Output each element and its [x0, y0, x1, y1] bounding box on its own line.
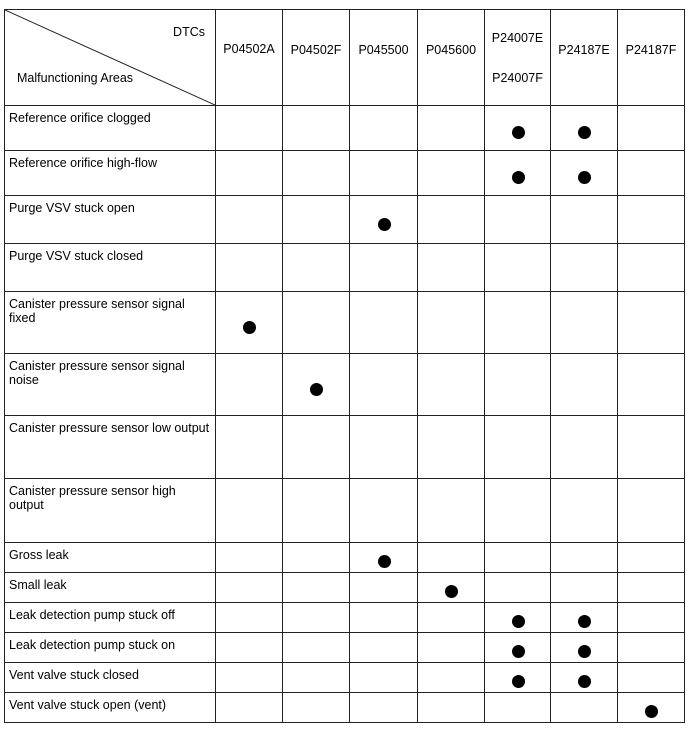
matrix-cell	[418, 602, 485, 632]
matrix-cell	[551, 416, 618, 478]
dtc-matrix-table	[4, 9, 685, 723]
matrix-cell	[350, 572, 418, 602]
dtc-code-label: P24007F	[492, 70, 543, 85]
matrix-cell	[418, 196, 485, 244]
malfunctioning-areas-label: Malfunctioning Areas	[17, 71, 134, 85]
matrix-cell	[618, 196, 685, 244]
matrix-cell	[418, 662, 485, 692]
matrix-cell	[618, 292, 685, 354]
matrix-cell	[485, 106, 551, 151]
table-row	[5, 151, 685, 196]
matrix-cell	[350, 292, 418, 354]
matrix-cell	[350, 416, 418, 478]
malfunction-area-label: Reference orifice clogged	[9, 111, 151, 125]
matrix-cell	[283, 692, 350, 722]
table-row	[5, 632, 685, 662]
matrix-cell	[350, 632, 418, 662]
malfunction-area-label: Purge VSV stuck open	[9, 201, 135, 216]
table-row	[5, 244, 685, 292]
matrix-cell	[350, 244, 418, 292]
matrix-cell	[418, 542, 485, 572]
matrix-cell	[216, 692, 283, 722]
table-row	[5, 602, 685, 632]
applicable-dot-icon	[645, 705, 658, 718]
matrix-cell	[283, 354, 350, 416]
matrix-cell	[618, 602, 685, 632]
matrix-cell	[618, 662, 685, 692]
matrix-cell	[418, 692, 485, 722]
dtc-code-label: P045600	[425, 42, 477, 57]
matrix-cell	[618, 416, 685, 478]
matrix-cell	[551, 572, 618, 602]
matrix-cell	[350, 354, 418, 416]
dtc-code-label: P24187E	[558, 42, 610, 57]
malfunction-area-cell	[5, 692, 216, 722]
matrix-cell	[485, 416, 551, 478]
matrix-cell	[551, 354, 618, 416]
table-row	[5, 354, 685, 416]
matrix-cell	[350, 106, 418, 151]
matrix-cell	[618, 106, 685, 151]
dtc-code-header	[485, 10, 551, 106]
matrix-cell	[485, 151, 551, 196]
matrix-cell	[485, 196, 551, 244]
matrix-cell	[551, 542, 618, 572]
matrix-cell	[618, 151, 685, 196]
header-row	[5, 10, 685, 106]
matrix-cell	[618, 572, 685, 602]
applicable-dot-icon	[512, 645, 525, 658]
applicable-dot-icon	[310, 383, 323, 396]
applicable-dot-icon	[512, 615, 525, 628]
matrix-cell	[418, 478, 485, 542]
matrix-cell	[283, 632, 350, 662]
malfunction-area-cell	[5, 602, 216, 632]
matrix-cell	[418, 416, 485, 478]
matrix-cell	[216, 416, 283, 478]
malfunction-area-label: Reference orifice high-flow	[9, 156, 157, 171]
matrix-cell	[216, 572, 283, 602]
matrix-cell	[283, 416, 350, 478]
matrix-cell	[551, 632, 618, 662]
dtc-code-header	[418, 10, 485, 106]
matrix-cell	[551, 196, 618, 244]
applicable-dot-icon	[512, 675, 525, 688]
dtcs-label: DTCs	[173, 25, 205, 39]
matrix-cell	[418, 292, 485, 354]
matrix-cell	[350, 151, 418, 196]
matrix-cell	[418, 244, 485, 292]
table-row	[5, 196, 685, 244]
malfunction-area-label: Leak detection pump stuck on	[9, 637, 176, 652]
dtc-code-label: P24007E	[491, 30, 544, 45]
malfunction-area-cell	[5, 354, 216, 416]
matrix-cell	[485, 354, 551, 416]
malfunction-area-label: Gross leak	[9, 547, 69, 562]
matrix-cell	[485, 542, 551, 572]
dtc-code-header	[618, 10, 685, 106]
dtc-code-header	[216, 10, 283, 106]
applicable-dot-icon	[243, 321, 256, 334]
malfunction-area-cell	[5, 478, 216, 542]
corner-header-cell	[5, 10, 216, 106]
matrix-cell	[551, 662, 618, 692]
matrix-cell	[216, 292, 283, 354]
matrix-cell	[283, 542, 350, 572]
matrix-cell	[418, 354, 485, 416]
matrix-cell	[216, 354, 283, 416]
matrix-cell	[618, 692, 685, 722]
malfunction-area-cell	[5, 196, 216, 244]
matrix-cell	[618, 542, 685, 572]
matrix-cell	[618, 632, 685, 662]
dtc-code-header	[283, 10, 350, 106]
table-row	[5, 106, 685, 151]
matrix-cell	[551, 106, 618, 151]
matrix-cell	[350, 602, 418, 632]
malfunction-area-label: Canister pressure sensor signal fixed	[9, 297, 185, 326]
matrix-cell	[350, 196, 418, 244]
malfunction-area-cell	[5, 632, 216, 662]
matrix-cell	[283, 196, 350, 244]
matrix-cell	[216, 662, 283, 692]
applicable-dot-icon	[578, 126, 591, 139]
applicable-dot-icon	[578, 645, 591, 658]
matrix-cell	[216, 602, 283, 632]
applicable-dot-icon	[445, 585, 458, 598]
matrix-cell	[418, 106, 485, 151]
matrix-cell	[216, 151, 283, 196]
table-row	[5, 542, 685, 572]
matrix-cell	[485, 632, 551, 662]
matrix-cell	[551, 602, 618, 632]
matrix-cell	[283, 572, 350, 602]
matrix-cell	[551, 244, 618, 292]
applicable-dot-icon	[578, 171, 591, 184]
matrix-cell	[485, 292, 551, 354]
malfunction-area-cell	[5, 106, 216, 151]
dtc-code-label: P24187F	[625, 42, 677, 57]
malfunction-area-cell	[5, 151, 216, 196]
matrix-cell	[283, 151, 350, 196]
matrix-cell	[551, 151, 618, 196]
table-row	[5, 292, 685, 354]
applicable-dot-icon	[378, 218, 391, 231]
table-row	[5, 416, 685, 478]
malfunction-area-label: Vent valve stuck closed	[9, 667, 139, 682]
matrix-cell	[283, 478, 350, 542]
table-row	[5, 662, 685, 692]
malfunction-area-label: Small leak	[9, 577, 67, 592]
malfunction-area-cell	[5, 542, 216, 572]
matrix-cell	[551, 478, 618, 542]
matrix-cell	[350, 542, 418, 572]
malfunction-area-label: Vent valve stuck open (vent)	[9, 697, 167, 712]
matrix-cell	[283, 106, 350, 151]
matrix-cell	[618, 478, 685, 542]
matrix-cell	[216, 196, 283, 244]
malfunction-area-cell	[5, 416, 216, 478]
matrix-cell	[485, 478, 551, 542]
dtc-code-label: P045500	[358, 42, 409, 57]
malfunction-area-label: Leak detection pump stuck off	[9, 607, 175, 622]
matrix-cell	[216, 478, 283, 542]
table-row	[5, 692, 685, 722]
matrix-cell	[485, 692, 551, 722]
dtc-code-header	[551, 10, 618, 106]
applicable-dot-icon	[512, 126, 525, 139]
malfunction-area-label: Canister pressure sensor high output	[9, 483, 176, 512]
matrix-cell	[216, 542, 283, 572]
matrix-cell	[283, 292, 350, 354]
matrix-cell	[551, 292, 618, 354]
matrix-cell	[618, 354, 685, 416]
applicable-dot-icon	[512, 171, 525, 184]
dtc-code-header	[350, 10, 418, 106]
malfunction-area-label: Canister pressure sensor low output	[9, 421, 210, 436]
table-body	[5, 106, 685, 723]
table-row	[5, 478, 685, 542]
matrix-cell	[418, 572, 485, 602]
matrix-cell	[216, 244, 283, 292]
dtc-code-label: P04502A	[223, 41, 275, 56]
matrix-cell	[618, 244, 685, 292]
matrix-cell	[216, 632, 283, 662]
table-row	[5, 572, 685, 602]
malfunction-area-cell	[5, 662, 216, 692]
matrix-cell	[216, 106, 283, 151]
dtc-code-label: P04502F	[290, 42, 342, 57]
matrix-cell	[283, 244, 350, 292]
matrix-cell	[350, 478, 418, 542]
applicable-dot-icon	[578, 615, 591, 628]
matrix-cell	[485, 244, 551, 292]
matrix-cell	[283, 662, 350, 692]
matrix-cell	[350, 662, 418, 692]
matrix-cell	[551, 692, 618, 722]
matrix-cell	[283, 602, 350, 632]
matrix-cell	[350, 692, 418, 722]
applicable-dot-icon	[578, 675, 591, 688]
malfunction-area-cell	[5, 292, 216, 354]
matrix-cell	[485, 662, 551, 692]
applicable-dot-icon	[378, 555, 391, 568]
malfunction-area-label: Purge VSV stuck closed	[9, 249, 144, 264]
matrix-cell	[418, 151, 485, 196]
malfunction-area-label: Canister pressure sensor signal noise	[9, 359, 185, 388]
malfunction-area-cell	[5, 572, 216, 602]
matrix-cell	[485, 602, 551, 632]
malfunction-area-cell	[5, 244, 216, 292]
matrix-cell	[418, 632, 485, 662]
matrix-cell	[485, 572, 551, 602]
